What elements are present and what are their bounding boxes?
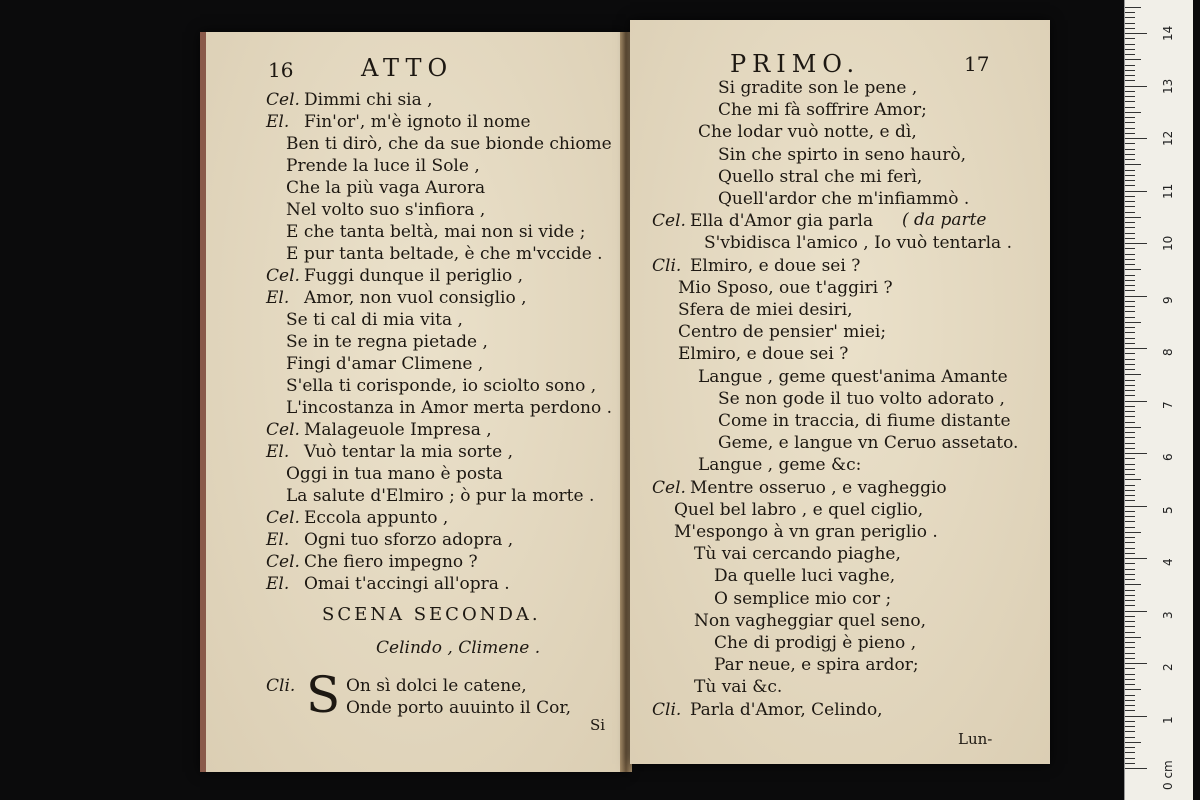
verse-line: L'incostanza in Amor merta perdono .: [286, 398, 613, 418]
verse-line: Se in te regna pietade ,: [286, 332, 488, 352]
ruler-tick: [1125, 65, 1135, 66]
verse-line: Centro de pensier' miei;: [678, 322, 887, 343]
ruler-tick: [1125, 164, 1141, 165]
ruler-tick: [1125, 679, 1135, 680]
ruler-tick: [1125, 569, 1135, 570]
measurement-ruler: [1124, 0, 1193, 800]
speaker-label: Cel.: [266, 552, 300, 572]
ruler-tick: [1125, 33, 1147, 34]
verse-line: Vuò tentar la mia sorte ,: [304, 442, 513, 462]
ruler-tick: [1125, 138, 1147, 139]
ruler-tick: [1125, 758, 1135, 759]
verse-line: Mentre osseruo , e vagheggio: [690, 477, 947, 498]
ruler-tick: [1125, 112, 1141, 113]
ruler-tick: [1125, 212, 1135, 213]
ruler-tick: [1125, 674, 1135, 675]
ruler-tick: [1125, 196, 1135, 197]
ruler-tick: [1125, 401, 1147, 402]
ruler-tick: [1125, 117, 1135, 118]
ruler-tick: [1125, 574, 1135, 575]
ruler-tick: [1125, 285, 1135, 286]
verse-line: Che lodar vuò notte, e dì,: [698, 122, 917, 143]
ruler-tick: [1125, 269, 1141, 270]
ruler-tick: [1125, 406, 1135, 407]
ruler-tick: [1125, 600, 1135, 601]
speaker-label: El.: [266, 112, 290, 132]
ruler-number: 10: [1161, 235, 1175, 251]
ruler-tick: [1125, 86, 1147, 87]
ruler-tick: [1125, 122, 1135, 123]
verse-line: Omai t'accingi all'opra .: [304, 574, 510, 594]
ruler-tick: [1125, 443, 1135, 444]
verse-line: Come in traccia, di fiume distante: [718, 411, 1011, 431]
verse-line: Che la più vaga Aurora: [286, 178, 486, 198]
scene-title: SCENA SECONDA.: [322, 604, 541, 625]
verse-line: Fingi d'amar Climene ,: [286, 354, 484, 374]
verse-line: Sfera de miei desiri,: [678, 300, 853, 320]
ruler-tick: [1125, 768, 1147, 769]
ruler-number: 6: [1161, 453, 1175, 461]
ruler-tick: [1125, 311, 1135, 312]
ruler-tick: [1125, 317, 1135, 318]
ruler-tick: [1125, 107, 1135, 108]
verse-line: Si gradite son le pene ,: [718, 78, 918, 98]
ruler-tick: [1125, 154, 1135, 155]
verse-line: Tù vai &c.: [694, 677, 783, 698]
ruler-tick: [1125, 243, 1147, 244]
speaker-label: Cel.: [266, 420, 300, 440]
verse-line: Ben ti dirò, che da sue bionde chiome: [286, 134, 612, 154]
ruler-tick: [1125, 548, 1135, 549]
verse-line: Malageuole Impresa ,: [304, 420, 492, 440]
verse-line: S'ella ti corisponde, io sciolto sono ,: [286, 376, 597, 396]
ruler-tick: [1125, 385, 1135, 386]
ruler-tick: [1125, 595, 1135, 596]
ruler-tick: [1125, 38, 1135, 39]
verse-line: Se non gode il tuo volto adorato ,: [718, 388, 1005, 409]
verse-line: Nel volto suo s'infiora ,: [286, 200, 486, 220]
ruler-tick: [1125, 217, 1141, 218]
verse-line: Prende la luce il Sole ,: [286, 156, 480, 176]
ruler-tick: [1125, 364, 1135, 365]
ruler-tick: [1125, 248, 1135, 249]
ruler-tick: [1125, 516, 1135, 517]
ruler-tick: [1125, 658, 1135, 659]
verse-line: Quel bel labro , e quel ciglio,: [674, 499, 924, 520]
verse-line: Mio Sposo, oue t'aggiri ?: [678, 277, 893, 298]
ruler-tick: [1125, 54, 1135, 55]
ruler-tick: [1125, 532, 1141, 533]
ruler-tick: [1125, 558, 1147, 559]
verse-line: Quell'ardor che m'infiammò .: [718, 189, 970, 209]
ruler-tick: [1125, 469, 1135, 470]
ruler-tick: [1125, 101, 1135, 102]
ruler-tick: [1125, 632, 1135, 633]
ruler-tick: [1125, 537, 1135, 538]
page-number-right: 17: [964, 52, 990, 76]
ruler-number: 7: [1161, 400, 1175, 409]
verse-line: Che mi fà soffrire Amor;: [718, 100, 927, 121]
verse-line: Sin che spirto in seno haurò,: [718, 144, 966, 165]
ruler-number: 13: [1161, 78, 1175, 94]
ruler-tick: [1125, 395, 1135, 396]
ruler-tick: [1125, 275, 1135, 276]
ruler-tick: [1125, 259, 1135, 260]
ruler-tick: [1125, 422, 1135, 423]
verse-line: Geme, e langue vn Ceruo assetato.: [718, 433, 1019, 454]
ruler-tick: [1125, 23, 1135, 24]
ruler-tick: [1125, 96, 1135, 97]
speaker-label: Cli.: [266, 676, 296, 696]
ruler-tick: [1125, 621, 1135, 622]
verse-line: Tù vai cercando piaghe,: [694, 544, 901, 565]
ruler-tick: [1125, 75, 1135, 76]
ruler-tick: [1125, 143, 1135, 144]
verse-line: Eccola appunto ,: [304, 508, 449, 528]
ruler-tick: [1125, 437, 1135, 438]
ruler-tick: [1125, 668, 1135, 669]
ruler-tick: [1125, 647, 1135, 648]
ruler-unit-label: 0 cm: [1161, 760, 1175, 790]
verse-line: Parla d'Amor, Celindo,: [690, 699, 883, 720]
catchword-right: Lun-: [958, 730, 993, 748]
ruler-tick: [1125, 563, 1135, 564]
ruler-tick: [1125, 191, 1147, 192]
verse-line: Ogni tuo sforzo adopra ,: [304, 530, 514, 550]
ruler-tick: [1125, 180, 1135, 181]
ruler-tick: [1125, 280, 1135, 281]
ruler-tick: [1125, 726, 1135, 727]
ruler-number: 3: [1161, 610, 1175, 619]
ruler-tick: [1125, 432, 1135, 433]
verse-line: Langue , geme &c:: [698, 455, 862, 476]
right-page: [630, 20, 1050, 764]
ruler-tick: [1125, 238, 1135, 239]
ruler-number: 8: [1161, 348, 1175, 356]
verse-line: Fuggi dunque il periglio ,: [304, 266, 524, 286]
stage-direction: ( da parte: [902, 210, 987, 230]
verse-line: M'espongo à vn gran periglio .: [674, 522, 938, 542]
verse-line: Da quelle luci vaghe,: [714, 566, 896, 587]
ruler-tick: [1125, 721, 1135, 722]
ruler-tick: [1125, 254, 1135, 255]
ruler-tick: [1125, 348, 1147, 349]
ruler-number: 12: [1161, 130, 1175, 146]
ruler-tick: [1125, 343, 1135, 344]
ruler-tick: [1125, 705, 1135, 706]
ruler-tick: [1125, 301, 1135, 302]
ruler-tick: [1125, 616, 1135, 617]
ruler-tick: [1125, 453, 1147, 454]
left-running-head: ATTO: [361, 54, 454, 82]
speaker-label: El.: [266, 574, 290, 594]
ruler-tick: [1125, 17, 1135, 18]
ruler-tick: [1125, 448, 1135, 449]
ruler-tick: [1125, 327, 1135, 328]
verse-line: Che di prodigj è pieno ,: [714, 633, 917, 653]
ruler-tick: [1125, 485, 1135, 486]
ruler-tick: [1125, 490, 1135, 491]
ruler-tick: [1125, 500, 1135, 501]
ruler-tick: [1125, 411, 1135, 412]
ruler-tick: [1125, 464, 1135, 465]
ruler-tick: [1125, 637, 1141, 638]
ruler-tick: [1125, 222, 1135, 223]
page-number-left: 16: [268, 58, 294, 82]
ruler-number: 1: [1161, 715, 1175, 724]
ruler-tick: [1125, 296, 1147, 297]
speaker-label: El.: [266, 288, 290, 308]
ruler-tick: [1125, 380, 1135, 381]
ruler-number: 2: [1161, 663, 1175, 671]
ruler-tick: [1125, 642, 1135, 643]
ruler-number: 4: [1161, 558, 1175, 566]
speaker-label: El.: [266, 442, 290, 462]
ruler-tick: [1125, 506, 1147, 507]
ruler-tick: [1125, 752, 1135, 753]
right-running-head: PRIMO.: [730, 50, 861, 78]
verse-line: Langue , geme quest'anima Amante: [698, 366, 1008, 387]
ruler-tick: [1125, 689, 1141, 690]
ruler-tick: [1125, 521, 1135, 522]
verse-line: E pur tanta beltade, è che m'vccide .: [286, 244, 603, 264]
ruler-tick: [1125, 80, 1135, 81]
verse-line: Che fiero impegno ?: [304, 552, 478, 572]
verse-line: Amor, non vuol consiglio ,: [304, 288, 527, 308]
ruler-tick: [1125, 28, 1135, 29]
ruler-tick: [1125, 710, 1135, 711]
speaker-label: Cli.: [652, 255, 682, 276]
ruler-tick: [1125, 605, 1135, 606]
ruler-tick: [1125, 579, 1135, 580]
left-page: [200, 32, 626, 772]
catchword-left: Si: [590, 716, 606, 734]
ruler-tick: [1125, 306, 1135, 307]
ruler-tick: [1125, 626, 1135, 627]
ruler-tick: [1125, 737, 1135, 738]
speaker-label: Cel.: [266, 90, 300, 110]
verse-line: Non vagheggiar quel seno,: [694, 610, 927, 631]
ruler-tick: [1125, 511, 1135, 512]
ruler-tick: [1125, 133, 1135, 134]
ruler-tick: [1125, 474, 1135, 475]
ruler-tick: [1125, 359, 1135, 360]
ruler-tick: [1125, 700, 1135, 701]
speaker-label: Cel.: [266, 266, 300, 286]
ruler-tick: [1125, 684, 1135, 685]
speaker-label: Cel.: [266, 508, 300, 528]
ruler-tick: [1125, 458, 1135, 459]
ruler-number: 11: [1161, 183, 1175, 199]
ruler-tick: [1125, 374, 1141, 375]
verse-line: Par neue, e spira ardor;: [714, 655, 919, 676]
verse-line: Ella d'Amor gia parla: [690, 211, 874, 232]
ruler-number: 9: [1161, 295, 1175, 304]
ruler-tick: [1125, 91, 1135, 92]
ruler-tick: [1125, 479, 1141, 480]
ruler-tick: [1125, 175, 1135, 176]
ruler-tick: [1125, 70, 1135, 71]
verse-line: Quello stral che mi ferì,: [718, 166, 923, 187]
ruler-tick: [1125, 527, 1135, 528]
ruler-tick: [1125, 233, 1135, 234]
verse-line: Se ti cal di mia vita ,: [286, 310, 463, 330]
verse-line: S'vbidisca l'amico , Io vuò tentarla .: [704, 233, 1012, 254]
ruler-tick: [1125, 653, 1135, 654]
ruler-tick: [1125, 7, 1141, 8]
ruler-tick: [1125, 590, 1135, 591]
ruler-tick: [1125, 663, 1147, 664]
ruler-tick: [1125, 553, 1135, 554]
ruler-tick: [1125, 59, 1141, 60]
speaker-label: Cel.: [652, 477, 686, 498]
ruler-tick: [1125, 338, 1135, 339]
ruler-tick: [1125, 322, 1141, 323]
ruler-tick: [1125, 159, 1135, 160]
speaker-label: Cli.: [652, 699, 682, 720]
verse-line: La salute d'Elmiro ; ò pur la morte .: [286, 486, 595, 506]
ruler-number: 14: [1161, 25, 1175, 41]
ruler-tick: [1125, 332, 1135, 333]
ruler-tick: [1125, 185, 1135, 186]
ruler-tick: [1125, 695, 1135, 696]
ruler-tick: [1125, 747, 1135, 748]
ruler-tick: [1125, 170, 1135, 171]
ruler-tick: [1125, 542, 1135, 543]
verse-line: E che tanta beltà, mai non si vide ;: [286, 222, 586, 242]
ruler-tick: [1125, 369, 1135, 370]
ruler-tick: [1125, 264, 1135, 265]
ruler-tick: [1125, 611, 1147, 612]
ruler-tick: [1125, 206, 1135, 207]
ruler-tick: [1125, 716, 1147, 717]
verse-line: Onde porto auuinto il Cor,: [346, 698, 572, 718]
ruler-tick: [1125, 495, 1135, 496]
ruler-tick: [1125, 584, 1141, 585]
verse-line: Elmiro, e doue sei ?: [690, 255, 861, 276]
speaker-label: Cel.: [652, 211, 686, 232]
verse-line: Fin'or', m'è ignoto il nome: [304, 112, 531, 132]
ruler-tick: [1125, 201, 1135, 202]
ruler-tick: [1125, 416, 1135, 417]
verse-line: O semplice mio cor ;: [714, 588, 892, 609]
ruler-tick: [1125, 227, 1135, 228]
speaker-label: El.: [266, 530, 290, 550]
verse-line: Elmiro, e doue sei ?: [678, 344, 849, 365]
verse-line: On sì dolci le catene,: [346, 676, 527, 696]
ruler-tick: [1125, 742, 1141, 743]
ruler-tick: [1125, 12, 1135, 13]
verse-line: Oggi in tua mano è posta: [286, 464, 503, 484]
ruler-tick: [1125, 427, 1141, 428]
ruler-tick: [1125, 390, 1135, 391]
open-book: [190, 18, 1070, 778]
ruler-tick: [1125, 44, 1135, 45]
drop-cap: S: [306, 666, 341, 724]
verse-line: Dimmi chi sia ,: [304, 90, 433, 110]
scene-characters: Celindo , Climene .: [376, 638, 541, 658]
ruler-number: 5: [1161, 505, 1175, 514]
ruler-tick: [1125, 149, 1135, 150]
ruler-tick: [1125, 731, 1135, 732]
ruler-tick: [1125, 353, 1135, 354]
ruler-tick: [1125, 763, 1135, 764]
ruler-tick: [1125, 49, 1135, 50]
ruler-tick: [1125, 128, 1135, 129]
ruler-tick: [1125, 290, 1135, 291]
